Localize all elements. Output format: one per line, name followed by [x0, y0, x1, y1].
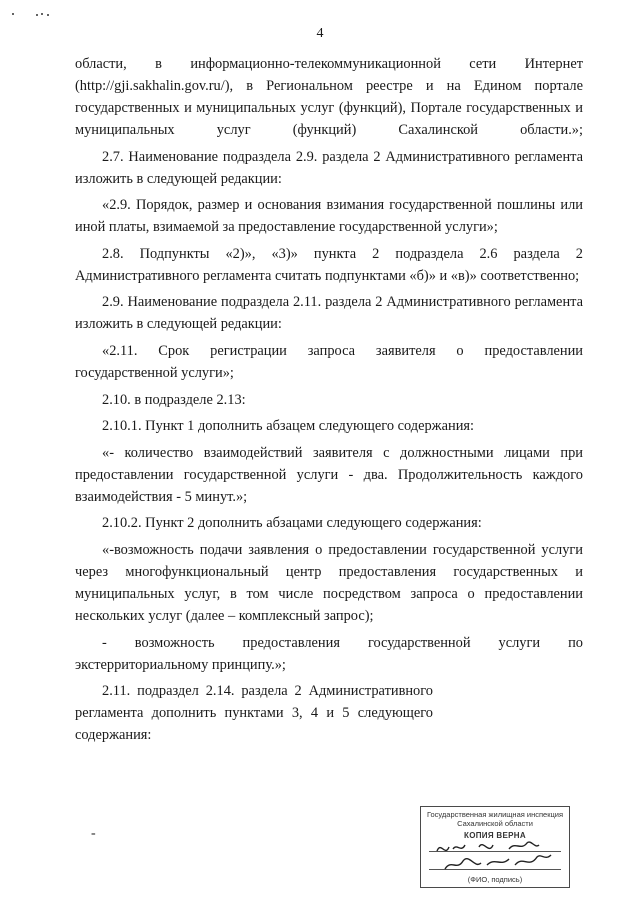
handwritten-signature-icon — [431, 835, 559, 875]
document-body — [75, 53, 583, 751]
paragraph: «- количество взаимодействий заявителя с должностными лицами при предоставлении государственной услуги - два. Продолжительность каждого взаимодействия - 5 минут.»; — [75, 444, 583, 505]
certification-stamp — [420, 806, 570, 888]
page-number: 4 — [316, 26, 324, 41]
scan-speck — [12, 13, 14, 15]
paragraph: - возможность предоставления государственной услуги по экстерриториальному принципу.»; — [75, 634, 583, 673]
paragraph: 2.10.2. Пункт 2 дополнить абзацами следующего содержания: — [102, 515, 482, 532]
paragraph: 2.11. подраздел 2.14. раздела 2 Административного регламента дополнить пунктами 3, 4 и 5 следующего содержания: — [75, 683, 433, 744]
paragraph: «2.9. Порядок, размер и основания взимания государственной пошлины или иной платы, взимаемой за предоставление государственной услуги»; — [75, 197, 583, 236]
paragraph: 2.10. в подразделе 2.13: — [102, 391, 246, 408]
stamp-caption: (ФИО, подпись) — [467, 875, 523, 884]
paragraph: «2.11. Срок регистрации запроса заявителя о предоставлении государственной услуги»; — [75, 342, 583, 381]
paragraph: 2.8. Подпункты «2)», «3)» пункта 2 подраздела 2.6 раздела 2 Административного регламента считать подпунктами «б)» и «в)» соответственно; — [75, 245, 583, 284]
stamp-organization: Государственная жилищная инспекция Сахалинской области — [426, 810, 564, 828]
list-dash: - — [91, 826, 96, 841]
paragraph: области, в информационно-телекоммуникационной сети Интернет (http://gji.sakhalin.gov.ru/), в Региональном реестре и на Едином портале государственных и муниципальных услуг (функций), Портале государственных и муниципальных услуг (функций) Сахалинской области.»; — [75, 56, 583, 138]
scan-speck — [47, 14, 49, 16]
paragraph: 2.10.1. Пункт 1 дополнить абзацем следующего содержания: — [102, 418, 475, 435]
paragraph: 2.7. Наименование подраздела 2.9. раздела 2 Административного регламента изложить в следующей редакции: — [75, 148, 583, 187]
scan-speck — [41, 13, 43, 15]
paragraph: «-возможность подачи заявления о предоставлении государственной услуги через многофункциональный центр предоставления государственных и муниципальных услуг, в том числе посредством запроса о предоставлении нескольких услуг (далее – комплексный запрос); — [75, 541, 583, 624]
scan-speck — [36, 14, 38, 16]
stamp-copy-mark: КОПИЯ ВЕРНА — [464, 831, 526, 840]
paragraph: 2.9. Наименование подраздела 2.11. раздела 2 Административного регламента изложить в следующей редакции: — [75, 294, 583, 333]
